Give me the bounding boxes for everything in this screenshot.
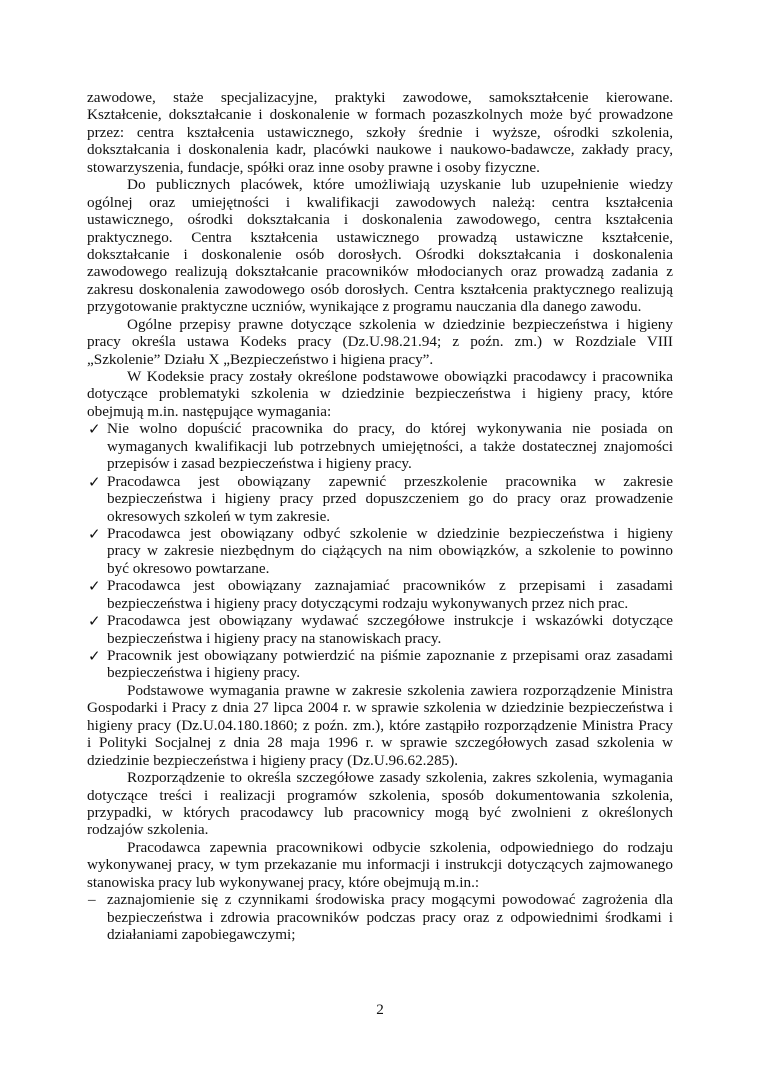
text-line: przypadki, w których pracodawcy lub pracownicy mogą być zwolnieni z określonych <box>87 803 673 821</box>
checklist-item <box>87 525 673 577</box>
text-line: „Szkolenie” Działu X „Bezpieczeństwo i higiena pracy”. <box>87 350 434 368</box>
text-line: pracy określa ustawa Kodeks pracy (Dz.U.98.21.94; z poźn. zm.) w Rozdziale VIII <box>87 333 673 351</box>
text-line: zaznajomienie się z czynnikami środowiska pracy mogącymi powodować zagrożenia dla <box>107 891 673 909</box>
text-line: zawodowe, staże specjalizacyjne, praktyki zawodowe, samokształcenie kierowane. <box>87 89 673 106</box>
text-line: Kształcenie, dokształcanie i doskonalenie w formach pozaszkolnych może być prowadzone <box>87 106 673 124</box>
text-line: Do publicznych placówek, które umożliwiają uzyskanie lub uzupełnienie wiedzy <box>127 176 673 194</box>
text-line: dotyczące treści i realizacji programów szkolenia, sposób dokumentowania szkolenia, <box>87 786 673 804</box>
text-line: wymaganych kwalifikacji lub potrzebnych umiejętności, a także dostatecznej znajomości <box>107 437 673 455</box>
text-line: zawodowego realizują dokształcanie pracowników młodocianych oraz prowadzą zadania z <box>87 263 673 281</box>
page-number: 2 <box>376 1001 384 1018</box>
text-line: ustawicznego, ośrodki dokształcania i doskonalenia zawodowego, centra kształcenia <box>87 211 673 229</box>
text-line: Pracodawca jest obowiązany odbyć szkolenie w dziedzinie bezpieczeństwa i higieny <box>107 524 673 542</box>
text-line: przepisów i zasad bezpieczeństwa i higieny pracy. <box>107 455 412 473</box>
text-line: rodzajów szkolenia. <box>87 821 209 839</box>
checklist-item <box>87 420 673 472</box>
text-line: wykonywanej pracy, w tym przekazanie mu informacji i instrukcji dotyczących zajmowanego <box>87 856 673 874</box>
text-line: bezpieczeństwa i higieny pracy. <box>107 664 300 682</box>
text-line: działaniami zapobiegawczymi; <box>107 926 296 943</box>
dash-bullet-icon: – <box>88 891 96 909</box>
text-line: stanowiska pracy lub wykonywanej pracy, które obejmują m.in.: <box>87 873 480 891</box>
paragraph <box>87 89 673 176</box>
text-line: dokształcanie i doskonalenie osób dorosłych. Ośrodki dokształcania i doskonalenia <box>87 245 673 263</box>
text-line: dotyczące problematyki szkolenia w dziedzinie bezpieczeństwa i higieny pracy, które <box>87 385 673 403</box>
paragraph <box>87 316 673 368</box>
text-line: Ogólne przepisy prawne dotyczące szkolenia w dziedzinie bezpieczeństwa i higieny <box>127 315 673 333</box>
paragraph <box>87 839 673 891</box>
text-line: być okresowo powtarzane. <box>107 559 270 577</box>
document-body <box>87 89 673 943</box>
checkmark-icon: ✓ <box>88 578 101 596</box>
text-line: obejmują m.in. następujące wymagania: <box>87 402 332 420</box>
text-line: Pracodawca jest obowiązany zapewnić przeszkolenie pracownika w zakresie <box>107 472 673 490</box>
text-line: Rozporządzenie to określa szczegółowe zasady szkolenia, zakres szkolenia, wymagania <box>127 769 673 787</box>
text-line: higieny pracy (Dz.U.04.180.1860; z poźn. zm.), które zastąpiło rozporządzenie Ministra Pracy <box>87 716 673 734</box>
checkmark-icon: ✓ <box>88 525 101 543</box>
paragraph <box>87 176 673 316</box>
text-line: dziedzinie bezpieczeństwa i higieny pracy (Dz.U.96.62.285). <box>87 751 459 769</box>
text-line: Nie wolno dopuścić pracownika do pracy, do której wykonywania nie posiada on <box>107 420 673 438</box>
checkmark-icon: ✓ <box>88 421 101 439</box>
text-line: zakresu doskonalenia zawodowego osób dorosłych. Centra kształcenia praktycznego realizują <box>87 280 673 298</box>
checklist-item <box>87 473 673 525</box>
text-line: Pracodawca zapewnia pracownikowi odbycie szkolenia, odpowiedniego do rodzaju <box>127 838 673 856</box>
text-line: bezpieczeństwa i higieny pracy na stanowiskach pracy. <box>107 629 442 647</box>
text-line: bezpieczeństwa i higieny pracy przed dopuszczeniem go do pracy oraz prowadzenie <box>107 490 673 508</box>
text-line: i Polityki Socjalnej z dnia 28 maja 1996 r. w sprawie szczegółowych zasad szkolenia w <box>87 734 673 752</box>
paragraph <box>87 368 673 420</box>
text-line: bezpieczeństwa i higieny pracy dotyczącymi rodzaju wykonywanych przez nich prac. <box>107 594 629 612</box>
text-line: Pracodawca jest obowiązany zaznajamiać pracowników z przepisami i zasadami <box>107 577 673 595</box>
text-line: Pracownik jest obowiązany potwierdzić na piśmie zapoznanie z przepisami oraz zasadami <box>107 647 673 664</box>
text-line: W Kodeksie pracy zostały określone podstawowe obowiązki pracodawcy i pracownika <box>127 368 673 385</box>
checkmark-icon: ✓ <box>88 613 101 631</box>
text-line: okresowych szkoleń w tym zakresie. <box>107 507 331 525</box>
paragraph <box>87 769 673 839</box>
paragraph <box>87 682 673 769</box>
checklist-item <box>87 577 673 612</box>
text-line: przygotowanie praktyczne uczniów, wynikające z programu nauczania dla danego zawodu. <box>87 298 642 316</box>
checklist-item <box>87 647 673 682</box>
checkmark-icon: ✓ <box>88 648 101 665</box>
dash-list-item <box>87 891 673 943</box>
checkmark-icon: ✓ <box>88 473 101 491</box>
text-line: przez: centra kształcenia ustawicznego, szkoły średnie i wyższe, ośrodki szkolenia, <box>87 123 673 141</box>
text-line: ogólnej oraz umiejętności i kwalifikacji zawodowych należą: centra kształcenia <box>87 193 673 211</box>
text-line: bezpieczeństwa i zdrowia pracowników podczas pracy oraz z odpowiednimi środkami i <box>107 908 673 926</box>
text-line: praktycznego. Centra kształcenia ustawicznego prowadzą ustawiczne kształcenie, <box>87 228 673 246</box>
checklist-item <box>87 612 673 647</box>
text-line: stowarzyszenia, fundacje, spółki oraz inne osoby prawne i osoby fizyczne. <box>87 158 540 176</box>
text-line: Gospodarki i Pracy z dnia 27 lipca 2004 r. w sprawie szkolenia w dziedzinie bezpieczeństwa i <box>87 699 673 717</box>
text-line: Pracodawca jest obowiązany wydawać szczegółowe instrukcje i wskazówki dotyczące <box>107 612 673 630</box>
text-line: Podstawowe wymagania prawne w zakresie szkolenia zawiera rozporządzenie Ministra <box>127 681 673 699</box>
text-line: dokształcania i doskonalenia kadr, placówki naukowe i naukowo-badawcze, zakłady pracy, <box>87 141 673 159</box>
text-line: pracy w zakresie niezbędnym do ciążących na nim obowiązków, a szkolenie to powinno <box>107 542 673 560</box>
